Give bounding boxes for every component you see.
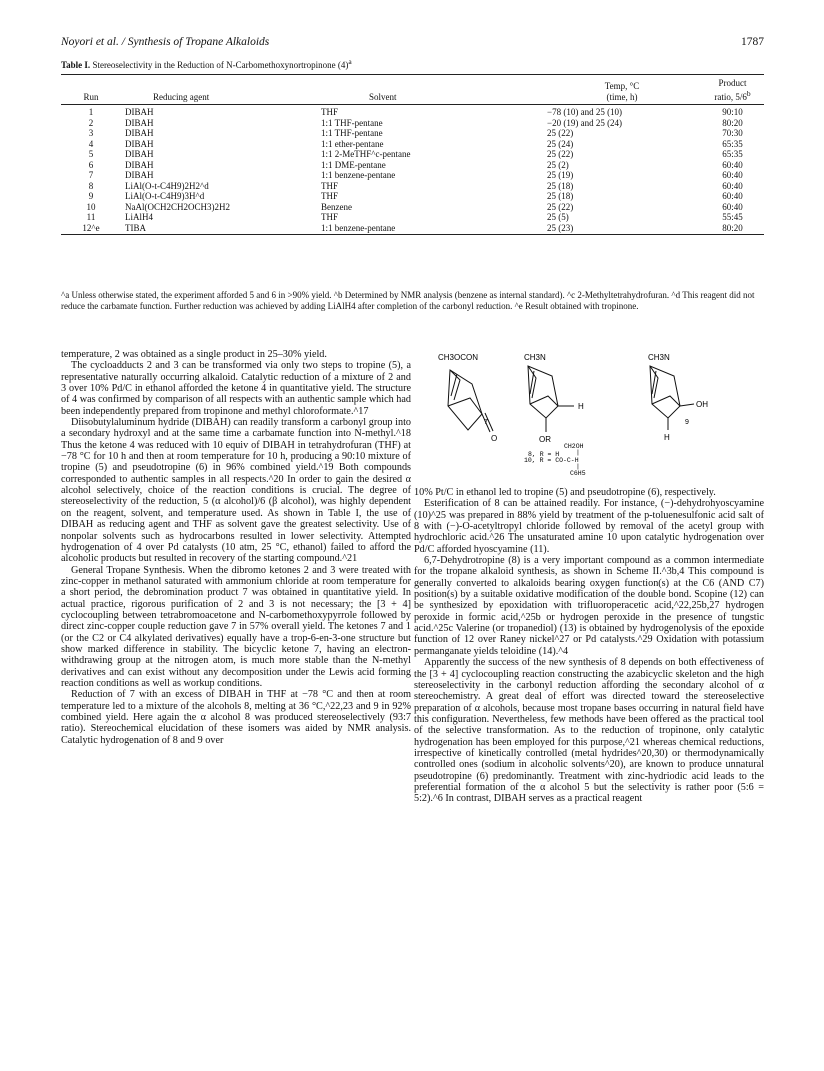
cell-run: 7	[88, 170, 94, 180]
table-caption-footnote-mark: a	[348, 57, 352, 66]
cell-solvent: 1:1 THF-pentane	[321, 128, 383, 138]
cell-agent: NaAl(OCH2CH2OCH3)2H2	[125, 201, 230, 212]
cell-run: 2	[88, 117, 94, 128]
header-reducing-agent: Reducing agent	[121, 75, 317, 105]
header-ratio-line2: ratio, 5/6	[714, 91, 747, 102]
cell-solvent: Benzene	[321, 201, 352, 212]
structure-8-group: CH3N	[524, 353, 546, 362]
structure-10-bond: |	[576, 449, 580, 456]
cell-solvent: 1:1 ether-pentane	[321, 138, 384, 149]
structure-10-bond-lower: |	[576, 463, 580, 470]
table-caption	[61, 57, 352, 70]
structure-9-oh: OH	[696, 400, 708, 409]
structure-7-number: 7	[484, 419, 488, 426]
cell-run: 12^e	[61, 223, 121, 235]
cell-run: 6	[88, 159, 94, 170]
cell-solvent: 1:1 DME-pentane	[321, 159, 386, 170]
cell-ratio: 60:40	[722, 191, 743, 201]
header-run: Run	[61, 75, 121, 105]
cell-temp: −20 (19) and 25 (24)	[547, 117, 623, 128]
cell-ratio: 55:45	[722, 212, 743, 222]
cell-run: 9	[88, 191, 94, 201]
header-solvent: Solvent	[317, 75, 543, 105]
table-row	[61, 170, 764, 181]
cell-temp: 25 (22)	[547, 201, 574, 212]
structure-10-ch2oh: CH2OH	[564, 443, 584, 450]
cell-run: 4	[88, 138, 94, 149]
table-row	[61, 105, 764, 118]
structure-8-h: H	[578, 402, 584, 411]
cell-ratio: 80:20	[722, 117, 743, 128]
cell-agent: DIBAH	[125, 128, 154, 138]
structure-9-h: H	[664, 433, 670, 442]
cell-ratio: 60:40	[722, 201, 743, 212]
table-row	[61, 139, 764, 150]
footnote: ^a Unless otherwise stated, the experiment afforded 5 and 6 in >90% yield. ^b Determined by NMR analysis (benzene as internal standard). ^c 2-Methyltetrahydrofuran. ^d This reagent did not reduce the carbamate function. Further reduction was achieved by adding LiAlH4 after completion of the carbonyl reduction. ^e Result obtained with tropinone.	[61, 290, 755, 311]
table-row	[61, 149, 764, 160]
table-row	[61, 128, 764, 139]
cell-agent: DIBAH	[125, 138, 154, 149]
cell-solvent: 1:1 benzene-pentane	[321, 170, 396, 180]
cell-run: 11	[86, 212, 96, 222]
cell-agent: DIBAH	[125, 170, 154, 180]
paragraph: General Tropane Synthesis. When the dibromo ketones 2 and 3 were treated with zinc-copper in methanol saturated with ammonium chloride at room temperature for a short period, the debromination product 7 was obtained in quantitative yield. In actual practice, rigorous purification of 2 and 3 is not necessary; the [3 + 4] cyclocoupling between tetrabromoacetone and N-carbomethoxypyrrole followed by direct zinc-copper couple reduction gave 7 in 57% overall yield. The ketones 7 and 1 (or the C2 or C4 alkylated derivatives) equally have a trop-6-en-3-one structure but show marked difference in stability. The bicyclic ketone 7, having an electron-withdrawing group at the nitrogen atom, is much more stable than the N-methyl derivatives and can exist without any decomposition under the Lewis acid forming reaction conditions as well as workup conditions.	[61, 564, 411, 689]
left-column	[61, 349, 411, 746]
cell-temp: 25 (5)	[547, 212, 569, 222]
cell-agent: LiAl(O-t-C4H9)2H2^d	[125, 180, 209, 191]
cell-agent: TIBA	[121, 223, 317, 235]
paragraph: Esterification of 8 can be attained readily. For instance, (−)-dehydrohyoscyamine (10)^25 was prepared in 88% yield by treatment of the p-toluenesulfonic acid salt of 8 with (−)-O-acetyltropyl chloride followed by removal of the acetyl group with hydrochloric acid.^26 The unsaturated amine 10 upon catalytic hydrogenation over Pd/C afforded hyoscyamine (11).	[414, 498, 764, 555]
table-row	[61, 202, 764, 213]
header-temp	[543, 75, 701, 105]
table-row	[61, 181, 764, 192]
paragraph: Apparently the success of the new synthesis of 8 depends on both effectiveness of the [3 + 4] cyclocoupling reaction constructing the azabicyclic skeleton and the high stereoselectivity in the carbonyl reduction affording the secondary alcohol of α stereochemistry. A great deal of effort was directed toward the stereoselective preparation of α alcohols, because most tropane bases occurring in natural field have this configuration. Nevertheless, few methods have been offered as the practical tool of the selective transformation. As to the reduction of tropinone, only catalytic hydrogenation has been employed for this purpose,^21 whereas chemical reductions, irrespective of kinetically controlled (metal hydrides^20,30) or thermodynamically controlled ones (sodium in alcoholic solvents^20), are known to produce unnatural pseudotropine (6) predominantly. Treatment with zinc-hydriodic acid leads to the preferential formation of the α alcohol 5 but the selectivity is rather poor (5:6 = 5:2).^6 In contrast, DIBAH serves as a practical reagent	[414, 657, 764, 805]
paragraph: Reduction of 7 with an excess of DIBAH in THF at −78 °C and then at room temperature led to a mixture of the alcohols 8, melting at 36 °C,^22,23 and 9 in 92% combined yield. Here again the α alcohol 8 was produced stereoselectively (93:7 ratio). Stereochemical elucidation of these isomers was aided by NMR analysis. Catalytic hydrogenation of 8 and 9 over	[61, 689, 411, 746]
page-number: 1787	[741, 36, 764, 48]
cell-run: 10	[86, 201, 96, 212]
table-row	[61, 191, 764, 202]
cell-solvent: 1:1 2-MeTHF^c-pentane	[321, 149, 411, 159]
structure-8-label: 8, R = H	[528, 451, 560, 458]
structure-8-or: OR	[539, 435, 551, 444]
paragraph: The cycloadducts 2 and 3 can be transformed via only two steps to tropine (5), a representative naturally occurring alkaloid. Catalytic reduction of a mixture of 2 and 3 over 10% Pd/C in ethanol afforded the ketone 4 in quantitative yield. The structure of 4 was confirmed by comparison of all respects with an authentic sample which had been independently prepared from tropinone and methyl chloroformate.^17	[61, 360, 411, 417]
running-head	[61, 36, 764, 52]
table-caption-text: Stereoselectivity in the Reduction of N-Carbomethoxynortropinone (4)	[92, 60, 349, 70]
structure-7-group: CH3OCON	[438, 353, 479, 362]
cell-agent: DIBAH	[125, 107, 154, 117]
cell-ratio: 65:35	[722, 149, 743, 159]
structure-9-group: CH3N	[648, 353, 670, 362]
structure-8	[528, 366, 574, 432]
cell-solvent: 1:1 THF-pentane	[321, 117, 383, 128]
table-header-row	[61, 75, 764, 105]
cell-agent: DIBAH	[125, 149, 154, 159]
header-ratio	[701, 75, 764, 105]
cell-ratio: 70:30	[722, 128, 743, 138]
table-row	[61, 160, 764, 171]
header-temp-line2: (time, h)	[606, 91, 638, 102]
cell-run: 8	[88, 180, 94, 191]
cell-temp: −78 (10) and 25 (10)	[547, 107, 623, 117]
cell-run: 3	[88, 128, 94, 138]
paragraph: Diisobutylaluminum hydride (DIBAH) can readily transform a carbonyl group into a secondary hydroxyl and at the same time a carbamate function into N-methyl.^18 Thus the ketone 4 was reduced with 10 equiv of DIBAH in tetrahydrofuran (THF) at −78 °C for 10 h and then at room temperature for 10 h, producing a 90:10 mixture of tropine (5) and pseudotropine (6) in 96% combined yield.^19 Both compounds corresponded to authentic samples in all respects.^20 In order to gain the desired α alcohol selectively, choice of the reaction conditions is crucial. The degree of stereoselectivity of the reduction, 5 (α alcohol)/6 (β alcohol), was highly dependent on the reagent, solvent, and temperature used. As shown in Table I, the use of DIBAH as reducing agent and THF as solvent gave the greatest selectivity. Use of nonpolar solvents such as hydrocarbons resulted in lower selectivity. Attempted hydrogenation of 4 over Pd catalysts (10 atm, 25 °C, ethanol) failed to afford the alcoholic products but resulted in recovery of the starting compound.^21	[61, 417, 411, 565]
header-ratio-line1: Product	[718, 78, 747, 88]
cell-ratio: 60:40	[722, 170, 743, 180]
header-ratio-mark: b	[746, 88, 751, 98]
table-label: Table I.	[61, 60, 91, 70]
running-head-title: Noyori et al. / Synthesis of Tropane Alkaloids	[61, 36, 270, 48]
cell-solvent: THF	[321, 212, 339, 222]
cell-temp: 25 (18)	[547, 180, 574, 191]
cell-ratio: 60:40	[722, 180, 743, 191]
cell-ratio: 60:40	[722, 159, 743, 170]
cell-ratio: 80:20	[701, 223, 764, 235]
cell-solvent: 1:1 benzene-pentane	[317, 223, 543, 235]
table-body	[61, 105, 764, 235]
table-row	[61, 118, 764, 129]
paragraph: 10% Pt/C in ethanol led to tropine (5) and pseudotropine (6), respectively.	[414, 487, 716, 498]
table-row	[61, 212, 764, 223]
paragraph: temperature, 2 was obtained as a single product in 25–30% yield.	[61, 349, 327, 360]
cell-temp: 25 (22)	[547, 149, 574, 159]
structure-9-number: 9	[685, 419, 689, 426]
cell-agent: LiAlH4	[125, 212, 153, 222]
structure-diagrams	[412, 344, 764, 480]
cell-solvent: THF	[321, 107, 339, 117]
cell-run: 5	[88, 149, 94, 159]
table-row	[61, 223, 764, 235]
cell-temp: 25 (22)	[547, 128, 574, 138]
cell-run: 1	[88, 107, 94, 117]
table-footnotes	[61, 290, 764, 311]
cell-temp: 25 (23)	[543, 223, 701, 235]
cell-ratio: 90:10	[722, 107, 743, 117]
structure-7-oxo: O	[491, 434, 498, 443]
paragraph: 6,7-Dehydrotropine (8) is a very important compound as a common intermediate for the tropane alkaloid synthesis, as shown in Scheme II.^3b,4 This compound is generally converted to alkaloids bearing oxygen function(s) at the C6 (AND C7) position(s) by a suitable oxidative modification of the double bond. Scopine (12) can be synthesized by epoxidation with trifluoroperacetic acid,^22,25b,27 hydrogen peroxide in formic acid,^25b or hydrogen peroxide in the presence of tungstic acid.^25c Valerine (or tropanediol) (13) is obtained by hydrogenolysis of the epoxide function of 12 over Raney nickel^27 or Pd catalysts.^29 Oxidation with potassium permanganate yields teloidine (14).^4	[414, 555, 764, 657]
stereoselectivity-table	[61, 74, 764, 235]
right-column	[414, 487, 764, 805]
header-temp-line1: Temp, °C	[604, 81, 640, 91]
cell-temp: 25 (19)	[547, 170, 574, 180]
cell-temp: 25 (18)	[547, 191, 574, 201]
structure-10-label: 10, R = CO-C-H	[524, 457, 579, 464]
cell-temp: 25 (24)	[547, 138, 574, 149]
cell-solvent: THF	[321, 191, 339, 201]
cell-ratio: 65:35	[722, 138, 743, 149]
structure-10-phenyl: C6H5	[570, 470, 586, 477]
cell-temp: 25 (2)	[547, 159, 569, 170]
cell-solvent: THF	[321, 180, 339, 191]
cell-agent: LiAl(O-t-C4H9)3H^d	[125, 191, 205, 201]
cell-agent: DIBAH	[125, 159, 154, 170]
cell-agent: DIBAH	[125, 117, 154, 128]
